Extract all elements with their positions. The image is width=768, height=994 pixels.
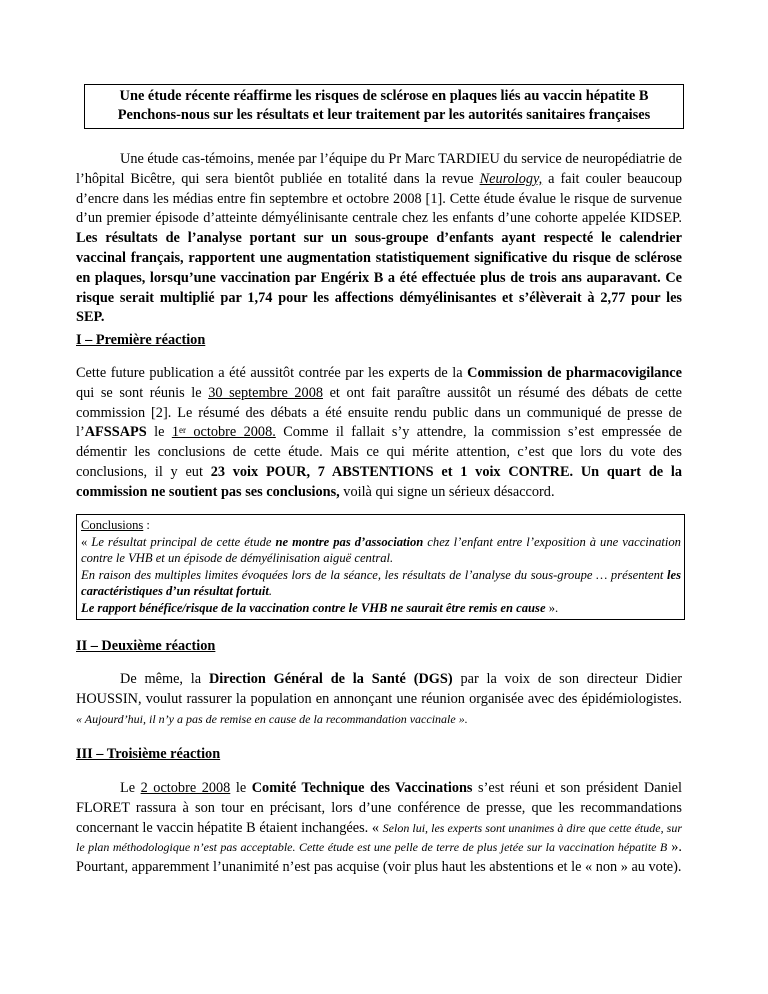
s3-text-1: Le	[120, 780, 141, 796]
s1-text-6: voilà qui signe un sérieux désaccord.	[339, 483, 555, 500]
quote-close: ».	[545, 600, 559, 615]
conclusions-label-line	[81, 517, 681, 534]
section-2-heading: II – Deuxième réaction	[76, 638, 216, 654]
section-1-heading: I – Première réaction	[76, 332, 206, 348]
s1-vote-result: 23 voix POUR, 7 ABSTENTIONS et 1 voix CONTRE. Un quart de la commission ne soutient pas ses conclusions,	[76, 463, 682, 500]
conclusions-para-3	[81, 600, 681, 617]
s3-committee: Comité Technique des Vaccinations	[251, 780, 473, 796]
c-bold-3: Le rapport bénéfice/risque de la vaccination contre le VHB ne saurait être remis en cause	[81, 600, 546, 615]
c-text-3: En raison des multiples limites évoquées lors de la séance, les résultats de l’analyse du sous-groupe … présentent	[81, 567, 667, 582]
intro-key-result: Les résultats de l’analyse portant sur un sous-groupe d’enfants ayant respecté le calendrier vaccinal français, rapportent une augmentation statistiquement significative du risque de sclérose en plaques, lorsqu’une vaccination par Engérix B a été effectuée plus de trois ans auparavant. Ce risque serait multiplié par 1,74 pour les affections démyélinisantes et s’élèverait à 2,77 pour les SEP.	[76, 230, 682, 326]
s3-quote: Selon lui, les experts sont unanimes à dire que cette étude, sur le plan méthodologique n’est pas acceptable. Cette étude est une pelle de terre de plus jetée sur la vaccination hépatite B	[76, 820, 682, 855]
s1-text-2: qui se sont réunis le	[76, 384, 209, 401]
title-line-1: Une étude récente réaffirme les risques de sclérose en plaques liés au vaccin hépatite B	[119, 88, 649, 104]
journal-name: Neurology,	[479, 170, 543, 187]
s3-text-4: ». Pourtant, apparemment l’unanimité n’est pas acquise (voir plus haut les abstentions et le « non » au vote).	[76, 839, 682, 876]
s1-text-3: et ont fait paraître aussitôt un résumé des débats de cette commission [2]. Le résumé des débats a été ensuite rendu public dans un communiqué de presse de l’	[76, 384, 683, 441]
section-3-heading: III – Troisième réaction	[76, 746, 221, 762]
intro-text: Une étude cas-témoins, menée par l’équipe du Pr Marc TARDIEU du service de neuropédiatrie de l’hôpital Bicêtre, qui sera bientôt publiée en totalité dans la revue	[76, 151, 682, 187]
s1-text-4: le	[146, 424, 172, 441]
s1-date-2	[172, 424, 276, 440]
conclusions-label: Conclusions	[81, 518, 144, 532]
c-text-1: Le résultat principal de cette étude	[91, 534, 276, 549]
conclusions-para-2	[81, 567, 681, 600]
s1-date-2-sup: er	[178, 425, 186, 436]
c-bold-2: les caractéristiques d’un résultat fortuit	[81, 567, 681, 598]
s1-afssaps: AFSSAPS	[84, 424, 147, 441]
title-line-2: Penchons-nous sur les résultats et leur traitement par les autorités sanitaires françaises	[117, 107, 651, 123]
s1-date-2-day: 1	[171, 424, 179, 441]
section-3-paragraph	[76, 779, 682, 878]
s3-text-2: le	[230, 780, 252, 796]
s1-commission: Commission de pharmacovigilance	[467, 365, 682, 381]
c-text-4: .	[268, 584, 273, 598]
s2-text-2: par la voix de son directeur Didier HOUSSIN, voulut rassurer la population en annonçant une réunion organisée avec des épidémiologistes.	[76, 671, 682, 707]
conclusions-colon: :	[143, 518, 150, 532]
s3-date: 2 octobre 2008	[140, 780, 231, 796]
quote-open: «	[81, 534, 92, 549]
s2-quote: « Aujourd’hui, il n’y a pas de remise en cause de la recommandation vaccinale ».	[76, 711, 468, 726]
s2-text-1: De même, la	[120, 671, 209, 687]
conclusions-para-1	[81, 534, 681, 567]
intro-paragraph	[76, 150, 682, 328]
intro-text-2: a fait couler beaucoup d’encre dans les médias entre fin septembre et octobre 2008 [1]. Cette étude évalue le risque de survenue d’un premier épisode d’atteinte démyélinisante centrale chez les enfants d’une cohorte appelée KIDSEP.	[76, 170, 682, 227]
c-bold-1: ne montre pas d’association	[275, 534, 424, 549]
s2-dgs: Direction Général de la Santé (DGS)	[208, 671, 453, 687]
section-1-paragraph	[76, 364, 682, 503]
s1-date-1: 30 septembre 2008	[208, 384, 323, 401]
s3-text-3: s’est réuni et son président Daniel FLORET rassura à son tour en précisant, lors d’une conférence de presse, que les recommandations concernant le vaccin hépatite B étaient inchangées. «	[76, 780, 682, 836]
c-text-2: chez l’enfant entre l’exposition à une vaccination contre le VHB et un épisode de démyélinisation aiguë central.	[81, 534, 681, 565]
title-box	[84, 84, 684, 129]
s1-text-1: Cette future publication a été aussitôt contrée par les experts de la	[76, 365, 468, 381]
s1-text-5: Comme il fallait s’y attendre, la commission s’est empressée de démentir les conclusions de cette étude. Mais ce qui mérite attention, c’est que lors du vote des conclusions, il y eut	[76, 424, 683, 480]
conclusions-box	[76, 514, 685, 620]
section-2-paragraph	[76, 670, 682, 729]
s1-date-2-rest: octobre 2008.	[185, 424, 276, 441]
